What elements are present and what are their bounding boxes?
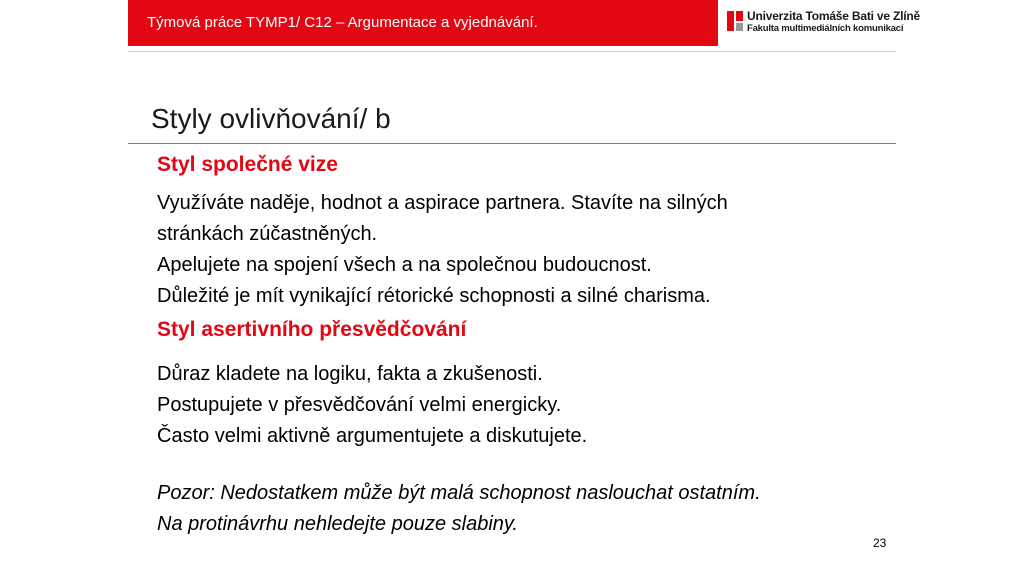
- utb-logo-icon: [727, 8, 743, 34]
- section-1-line-3: Apelujete na spojení všech a na společnou budoucnost.: [157, 254, 652, 276]
- logo-university-name: Univerzita Tomáše Bati ve Zlíně: [747, 9, 920, 23]
- section-1-line-1: Využíváte naděje, hodnot a aspirace partnera. Stavíte na silných: [157, 192, 728, 214]
- section-1-line-2: stránkách zúčastněných.: [157, 223, 378, 245]
- header-divider: [128, 51, 896, 52]
- section-2-line-2: Postupujete v přesvědčování velmi energicky.: [157, 394, 562, 416]
- section-heading-assertive-persuasion: Styl asertivního přesvědčování: [157, 318, 467, 341]
- header-title: Týmová práce TYMP1/ C12 – Argumentace a vyjednávání.: [147, 14, 538, 31]
- section-heading-shared-vision: Styl společné vize: [157, 153, 338, 176]
- note-line-1: Pozor: Nedostatkem může být malá schopnost naslouchat ostatním.: [157, 482, 761, 504]
- section-2-line-1: Důraz kladete na logiku, fakta a zkušenosti.: [157, 363, 543, 385]
- title-divider: [128, 143, 896, 144]
- university-logo: [727, 8, 920, 38]
- note-line-2: Na protinávrhu nehledejte pouze slabiny.: [157, 513, 518, 535]
- section-1-line-4: Důležité je mít vynikající rétorické schopnosti a silné charisma.: [157, 285, 711, 307]
- warning-note: [157, 478, 877, 540]
- page-number: 23: [873, 536, 887, 550]
- section-2-line-3: Často velmi aktivně argumentujete a diskutujete.: [157, 425, 588, 447]
- slide-title: Styly ovlivňování/ b: [151, 102, 391, 134]
- slide-content: [157, 150, 877, 540]
- logo-faculty-name: Fakulta multimediálních komunikací: [747, 23, 904, 34]
